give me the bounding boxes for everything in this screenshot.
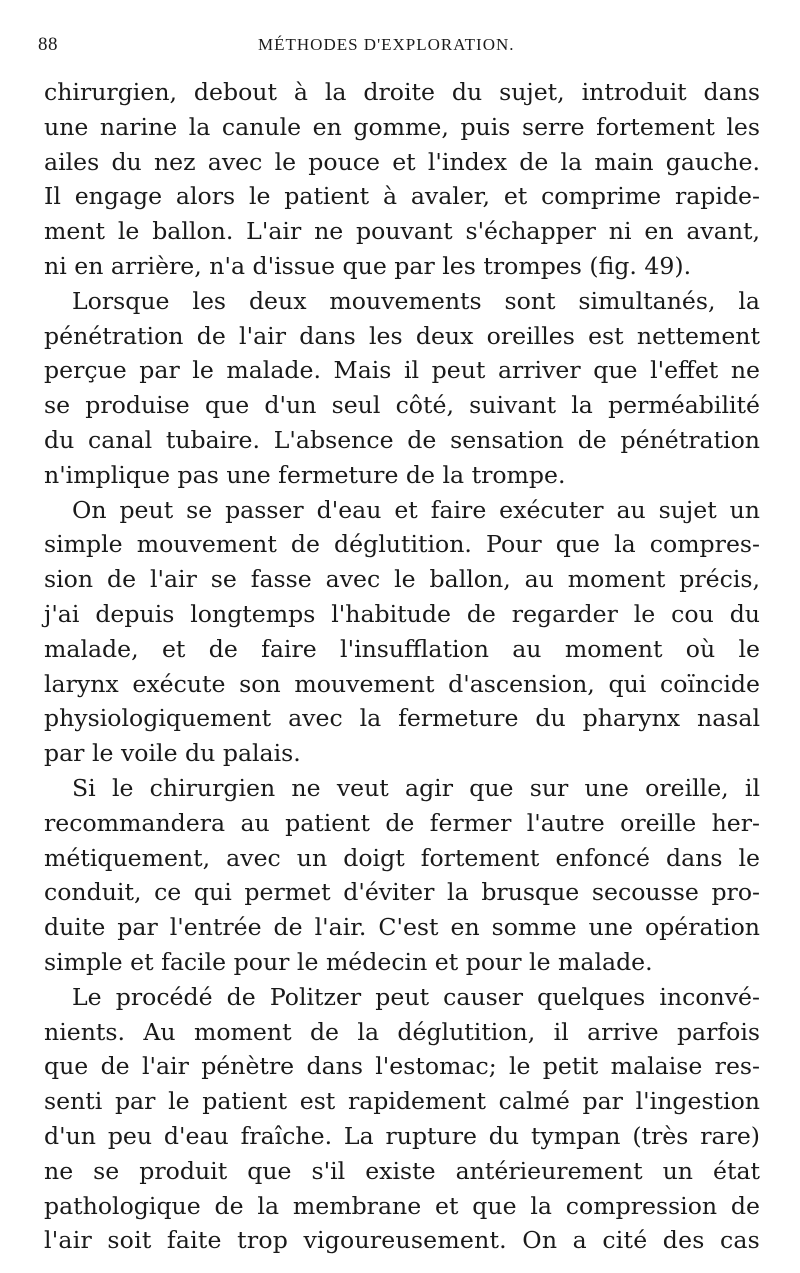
body-text	[44, 75, 760, 1258]
text-line: ni en arrière, n'a d'issue que par les trompes (fig. 49).	[44, 251, 692, 280]
text-line: simple et facile pour le médecin et pour le malade.	[44, 947, 653, 976]
text-line: ne se produit que s'il existe antérieurement un état	[44, 1156, 760, 1185]
text-line: du canal tubaire. L'absence de sensation de pénétration	[44, 425, 760, 454]
text-line: duite par l'entrée de l'air. C'est en somme une opération	[44, 913, 760, 942]
text-line: larynx exécute son mouvement d'ascension, qui coïncide	[44, 669, 760, 698]
text-line: simple mouvement de déglutition. Pour que la compres-	[44, 530, 760, 559]
text-line: n'implique pas une fermeture de la trompe.	[44, 460, 566, 489]
text-line: senti par le patient est rapidement calmé par l'ingestion	[44, 1087, 760, 1116]
text-line: Le procédé de Politzer peut causer quelques inconvé-	[72, 982, 760, 1011]
text-line: malade, et de faire l'insufflation au moment où le	[44, 634, 760, 663]
text-line: perçue par le malade. Mais il peut arriver que l'effet ne	[44, 356, 760, 385]
text-line: pathologique de la membrane et que la compression de	[44, 1191, 760, 1220]
text-line: nients. Au moment de la déglutition, il arrive parfois	[44, 1017, 760, 1046]
text-line: se produise que d'un seul côté, suivant la perméabilité	[44, 391, 760, 420]
text-line: l'air soit faite trop vigoureusement. On a cité des cas	[44, 1226, 760, 1255]
text-line: que de l'air pénètre dans l'estomac; le petit malaise res-	[44, 1052, 760, 1081]
text-line: d'un peu d'eau fraîche. La rupture du tympan (très rare)	[44, 1121, 760, 1150]
text-line: recommandera au patient de fermer l'autre oreille her-	[44, 808, 760, 837]
text-line: par le voile du palais.	[44, 739, 301, 768]
text-line: chirurgien, debout à la droite du sujet, introduit dans	[44, 78, 760, 106]
text-line: ailes du nez avec le pouce et l'index de la main gauche.	[44, 147, 760, 176]
text-line: métiquement, avec un doigt fortement enfoncé dans le	[44, 843, 760, 872]
running-head: MÉTHODES D'EXPLORATION.	[258, 35, 515, 54]
text-line: physiologiquement avec la fermeture du pharynx nasal	[44, 704, 760, 733]
text-line: ment le ballon. L'air ne pouvant s'échapper ni en avant,	[44, 217, 760, 246]
text-line: j'ai depuis longtemps l'habitude de regarder le cou du	[44, 599, 760, 628]
text-line: On peut se passer d'eau et faire exécuter au sujet un	[72, 495, 760, 524]
text-line: une narine la canule en gomme, puis serre fortement les	[44, 112, 760, 141]
text-line: Si le chirurgien ne veut agir que sur une oreille, il	[72, 773, 760, 802]
text-line: conduit, ce qui permet d'éviter la brusque secousse pro-	[44, 878, 760, 907]
text-line: pénétration de l'air dans les deux oreilles est nettement	[44, 321, 760, 350]
text-line: sion de l'air se fasse avec le ballon, au moment précis,	[44, 565, 760, 594]
page-header	[38, 34, 758, 58]
text-line: Il engage alors le patient à avaler, et comprime rapide-	[44, 182, 760, 211]
text-line: Lorsque les deux mouvements sont simultanés, la	[72, 286, 760, 315]
page-number: 88	[38, 34, 58, 55]
